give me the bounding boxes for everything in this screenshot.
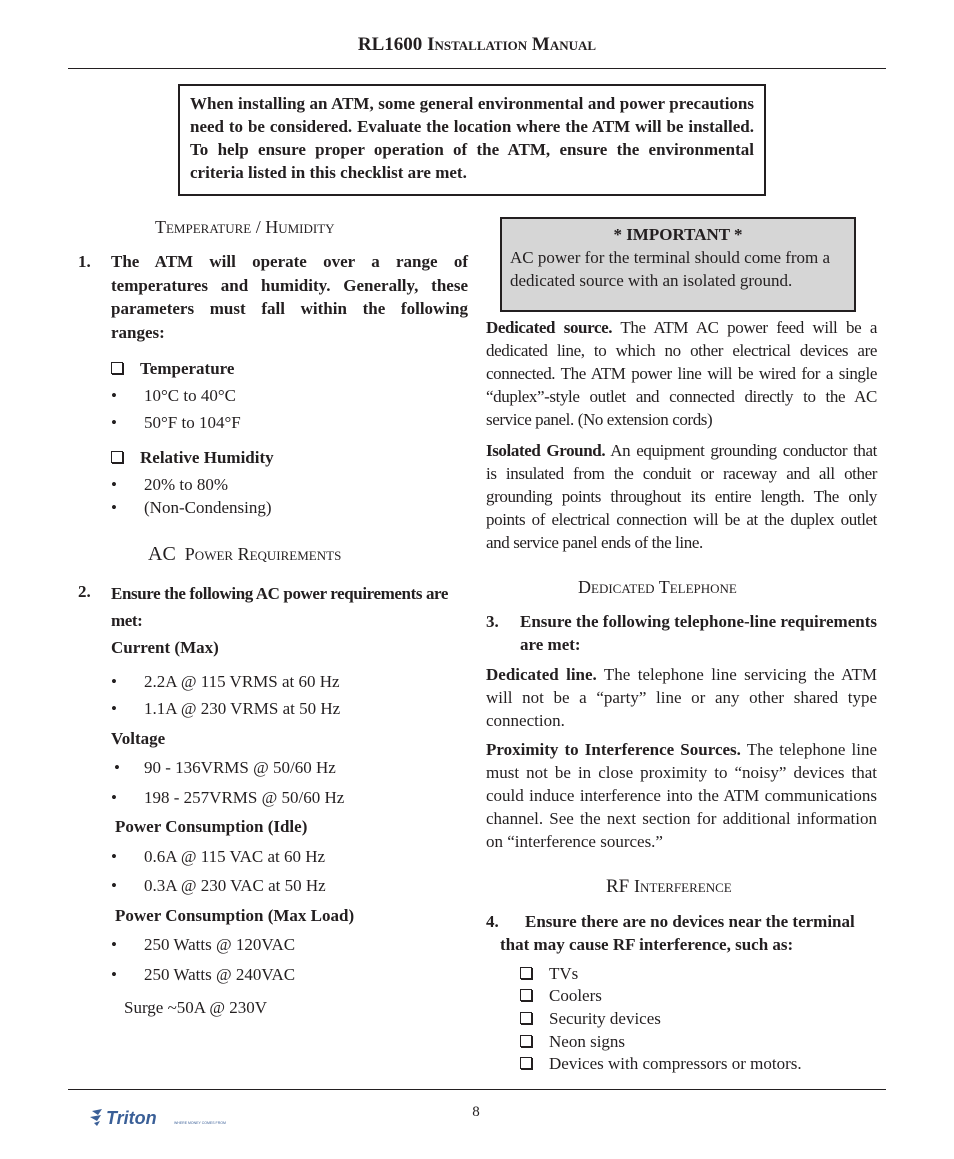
item-1-text: The ATM will operate over a range of temperatures and humidity. Generally, these parameters must fall within the following ranges: xyxy=(111,252,468,342)
header-title-rest: Installation Manual xyxy=(427,34,597,55)
isolated-ground-text: An equipment grounding conductor that is insulated from the conduit or raceway and all other grounding points throughout its entire length. The only points of electrical connection will be at the duplex outlet and service panel ends of the line. xyxy=(486,441,877,552)
checkbox-icon xyxy=(520,989,532,1001)
temperature-label-row xyxy=(111,357,234,380)
important-text: AC power for the terminal should come from a dedicated source with an isolated ground. xyxy=(510,248,831,290)
item-3-text: Ensure the following telephone-line requirements are met: xyxy=(520,612,877,654)
device-list-item: Security devices xyxy=(520,1007,661,1030)
important-box xyxy=(500,217,856,312)
humidity-label-row xyxy=(111,446,274,469)
checkbox-icon xyxy=(520,967,532,979)
voltage-label: Voltage xyxy=(111,729,166,748)
ac-heading xyxy=(148,543,341,566)
item-3-number: 3. xyxy=(486,612,499,631)
proximity-text: The telephone line must not be in close proximity to “noisy” devices that could induce interference into the ATM communications channel. See the next section for additional information on “interference sources.” xyxy=(486,740,877,851)
idle-label: Power Consumption (Idle) xyxy=(115,817,308,836)
header-title-main: RL1600 xyxy=(357,34,423,55)
triton-logo xyxy=(88,1107,258,1129)
item-2-text: Ensure the following AC power requirements are met: xyxy=(111,584,449,630)
checkbox-icon xyxy=(520,1035,532,1047)
maxload-label: Power Consumption (Max Load) xyxy=(115,906,355,925)
ac-heading-rest: Power Requirements xyxy=(184,544,342,564)
rf-heading xyxy=(606,876,732,898)
page-header xyxy=(0,34,954,56)
checkbox-icon xyxy=(111,451,123,463)
isolated-ground-label: Isolated Ground. xyxy=(486,441,606,460)
dedicated-source-paragraph xyxy=(486,316,877,431)
ac-heading-ac: AC xyxy=(148,543,176,565)
page-number: 8 xyxy=(472,1104,480,1120)
header-rule xyxy=(68,68,886,69)
dedicated-line-label: Dedicated line. xyxy=(486,665,597,684)
isolated-ground-paragraph xyxy=(486,439,877,554)
svg-text:Triton: Triton xyxy=(106,1108,157,1128)
telephone-heading: Dedicated Telephone xyxy=(578,577,737,597)
proximity-paragraph xyxy=(486,738,877,853)
item-1-number: 1. xyxy=(78,252,91,271)
device-list-item: Coolers xyxy=(520,984,602,1007)
item-4-text: Ensure there are no devices near the terminal that may cause RF interference, such as: xyxy=(500,912,855,954)
proximity-label: Proximity to Interference Sources. xyxy=(486,740,741,759)
important-title: * IMPORTANT * xyxy=(613,225,743,244)
checkbox-icon xyxy=(520,1057,532,1069)
rf-heading-rf: RF xyxy=(606,876,630,897)
surge-text: Surge ~50A @ 230V xyxy=(124,998,268,1017)
temperature-label: Temperature xyxy=(140,359,235,378)
dedicated-source-text: The ATM AC power feed will be a dedicated line, to which no other electrical devices are connected. The ATM power line will be wired for a single “duplex”-style outlet and connected directly to the AC service panel. (No extension cords) xyxy=(486,318,878,429)
humidity-label: Relative Humidity xyxy=(140,448,274,467)
device-list-item: TVs xyxy=(520,962,578,985)
intro-box: When installing an ATM, some general environmental and power precautions need to be considered. Evaluate the location where the ATM will be installed. To help ensure proper operation of the ATM, ensure the environmental criteria listed in this checklist are met. xyxy=(178,84,766,196)
svg-text:WHERE MONEY COMES FROM: WHERE MONEY COMES FROM xyxy=(174,1121,226,1125)
current-label: Current (Max) xyxy=(111,638,219,657)
temperature-heading: Temperature / Humidity xyxy=(155,217,335,237)
checkbox-icon xyxy=(520,1012,532,1024)
dedicated-line-paragraph xyxy=(486,663,877,732)
checkbox-icon xyxy=(111,362,123,374)
device-list-item: Devices with compressors or motors. xyxy=(520,1052,802,1075)
dedicated-line-text: The telephone line servicing the ATM will not be a “party” line or any other shared type connection. xyxy=(486,665,877,730)
rf-heading-rest: Interference xyxy=(634,876,732,896)
item-2-number: 2. xyxy=(78,582,91,601)
footer-rule xyxy=(68,1089,886,1090)
device-list-item: Neon signs xyxy=(520,1030,625,1053)
dedicated-source-label: Dedicated source. xyxy=(486,318,613,337)
triton-logo-mark-icon xyxy=(88,1107,258,1129)
item-4-number: 4. xyxy=(486,912,499,931)
